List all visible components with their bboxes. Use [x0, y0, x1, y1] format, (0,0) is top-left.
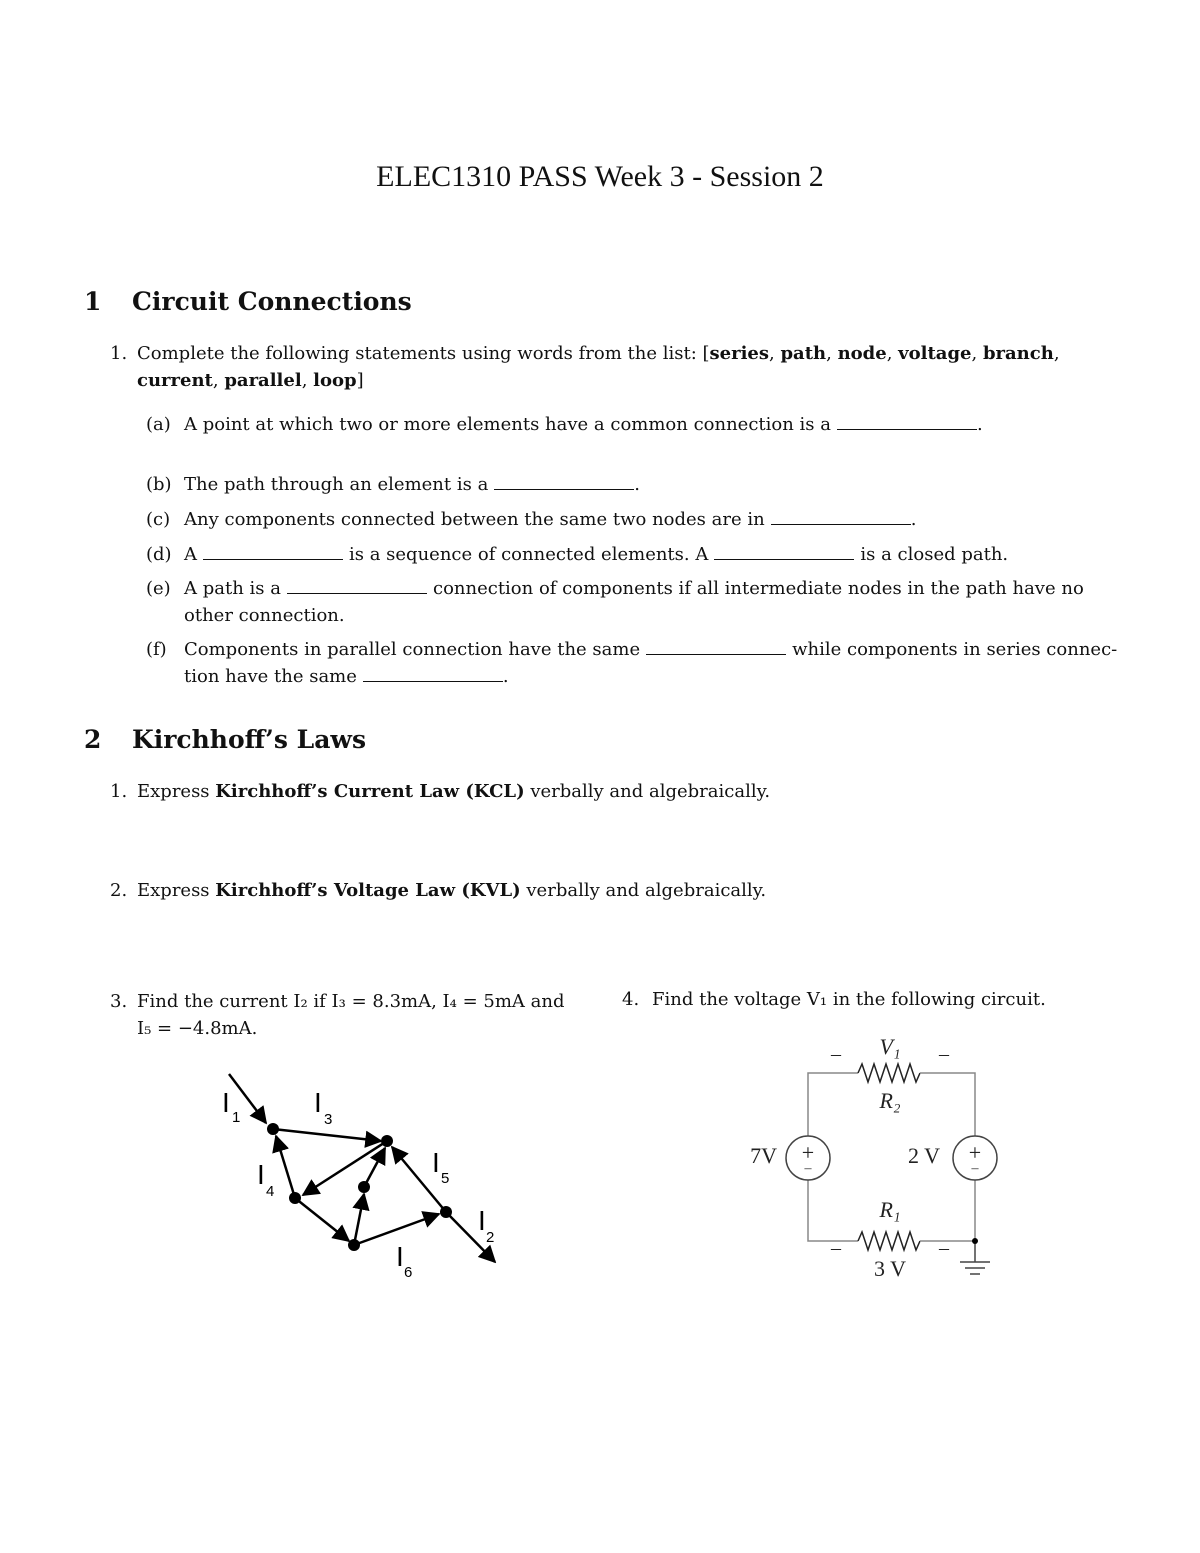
- label-i3: I: [314, 1087, 322, 1118]
- item-text: .: [502, 666, 509, 687]
- item-text: A point at which two or more elements have a common connection is a: [184, 414, 831, 435]
- item-label: (c): [146, 509, 171, 530]
- item-text: Components in parallel connection have the same: [184, 639, 641, 660]
- word-option: node: [837, 343, 887, 364]
- item-label: (a): [146, 414, 171, 435]
- question-text: Express: [137, 880, 210, 901]
- branch-i4: [276, 1136, 295, 1198]
- node-dot: [348, 1239, 360, 1251]
- label-i4-sub: 4: [266, 1183, 275, 1200]
- node-dot: [440, 1206, 452, 1218]
- r1-label: R₁: [879, 1197, 901, 1222]
- item-label: (f): [146, 639, 167, 660]
- item-text: .: [977, 414, 983, 435]
- section-number: 1: [84, 287, 102, 316]
- label-i1-sub: 1: [232, 1109, 241, 1126]
- word-option: series: [709, 343, 770, 364]
- r1-minus: –: [831, 1237, 841, 1259]
- label-i3-sub: 3: [324, 1111, 333, 1128]
- item-text: while components in series connec-: [792, 639, 1118, 660]
- item-text: A path is a: [184, 578, 281, 599]
- question-text: verbally and algebraically.: [530, 781, 771, 802]
- question-text: Complete the following statements using words from the list: [series, path, node, voltage, branch, current, parallel, loop]: [137, 343, 1060, 391]
- word-option: branch: [982, 343, 1054, 364]
- source-plus: +: [968, 1140, 982, 1165]
- node-dot: [267, 1123, 279, 1135]
- question-number: 1.: [110, 343, 128, 364]
- item-text: The path through an element is a: [184, 474, 489, 495]
- label-i5: I: [432, 1147, 440, 1178]
- question-number: 3.: [110, 991, 128, 1012]
- section-number: 2: [84, 725, 102, 754]
- resistor-r1: [858, 1232, 920, 1250]
- item-text: is a closed path.: [860, 544, 1009, 565]
- question-text: I₅ = −4.8mA.: [137, 1018, 258, 1039]
- question-text: Find the current I₂ if I₃ = 8.3mA, I₄ = 5mA and: [137, 991, 565, 1012]
- resistor-r2: [858, 1064, 920, 1082]
- item-label: (b): [146, 474, 172, 495]
- wire: [808, 1073, 858, 1136]
- label-i5-sub: 5: [441, 1170, 450, 1187]
- item-text: .: [634, 474, 641, 495]
- question-number: 1.: [110, 781, 128, 802]
- word-option: loop: [313, 370, 357, 391]
- word-option: current: [137, 370, 213, 391]
- section-title: Kirchhoff’s Laws: [132, 725, 367, 754]
- right-source-value: 2 V: [908, 1143, 940, 1168]
- branch-inner-c: [354, 1194, 364, 1245]
- question-intro: Complete the following statements using words from the list: [: [137, 343, 710, 364]
- question-number: 2.: [110, 880, 128, 901]
- question-number: 4.: [622, 989, 640, 1010]
- left-source-value: 7V: [750, 1143, 777, 1168]
- item-text: is a sequence of connected elements. A: [349, 544, 709, 565]
- section-title: Circuit Connections: [132, 287, 412, 316]
- item-text: connection of components if all intermediate nodes in the path have no: [432, 578, 1084, 599]
- node-dot: [381, 1135, 393, 1147]
- label-i6-sub: 6: [404, 1264, 413, 1281]
- v1-label: V₁: [879, 1034, 901, 1059]
- question-text: verbally and algebraically.: [526, 880, 767, 901]
- question-bold: Kirchhoff’s Current Law (KCL): [215, 781, 525, 802]
- question-voltage: Find the voltage V₁ in the following circuit.: [652, 989, 1046, 1010]
- item-text: A: [184, 544, 197, 565]
- label-i6: I: [396, 1241, 404, 1272]
- source-minus: –: [804, 1161, 812, 1176]
- item-text: other connection.: [184, 605, 345, 626]
- item-text: tion have the same: [184, 666, 357, 687]
- source-plus: +: [801, 1140, 815, 1165]
- word-option: voltage: [898, 343, 972, 364]
- v1-minus: –: [831, 1043, 841, 1065]
- question-text: Express: [137, 781, 210, 802]
- wire: [920, 1073, 975, 1136]
- r1-sign: –: [939, 1237, 949, 1259]
- v1-sign: –: [939, 1043, 949, 1065]
- wire: [808, 1180, 858, 1241]
- item-text: .: [910, 509, 917, 530]
- label-i1: I: [222, 1087, 230, 1118]
- item-label: (e): [146, 578, 171, 599]
- item-text: Any components connected between the same two nodes are in: [184, 509, 765, 530]
- r2-label: R₂: [879, 1088, 901, 1113]
- branch-inner-b: [295, 1198, 349, 1241]
- label-i4: I: [257, 1159, 265, 1190]
- question-bold: Kirchhoff’s Voltage Law (KVL): [215, 880, 521, 901]
- branch-i3: [273, 1129, 381, 1141]
- source-minus: –: [971, 1161, 979, 1176]
- question-outro: ]: [356, 370, 364, 391]
- ground-node: [972, 1238, 978, 1244]
- page-title: ELEC1310 PASS Week 3 - Session 2: [376, 160, 824, 193]
- word-option: path: [780, 343, 827, 364]
- node-dot: [289, 1192, 301, 1204]
- item-label: (d): [146, 544, 172, 565]
- wire: [920, 1180, 975, 1241]
- label-i2: I: [478, 1205, 486, 1236]
- word-option: parallel: [224, 370, 302, 391]
- r1-voltage: 3 V: [874, 1256, 906, 1281]
- label-i2-sub: 2: [486, 1229, 495, 1246]
- node-dot: [358, 1181, 370, 1193]
